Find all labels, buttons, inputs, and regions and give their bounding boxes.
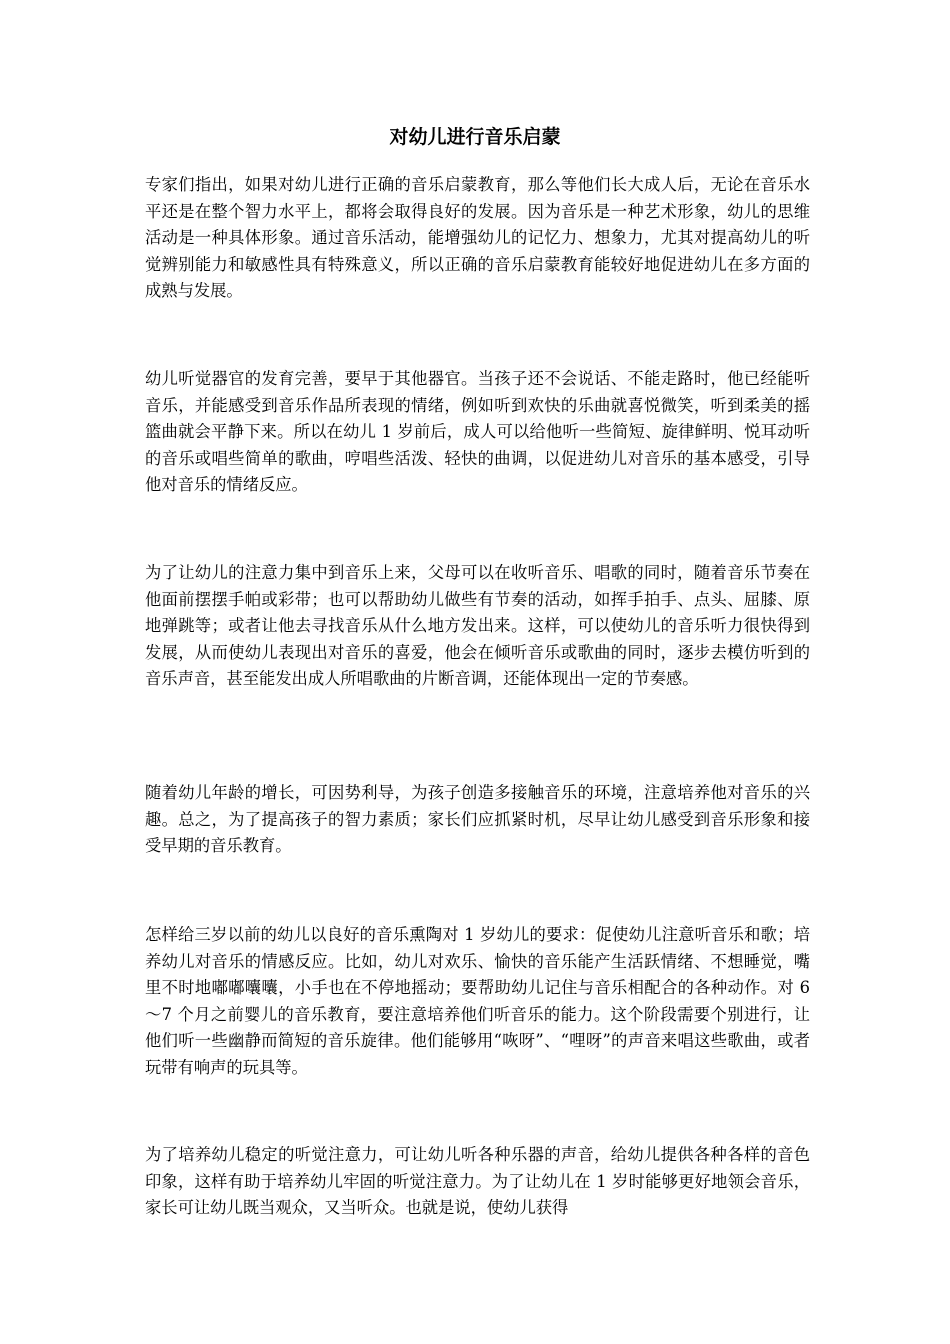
document-title: 对幼儿进行音乐启蒙 (389, 126, 561, 148)
paragraph-3: 为了让幼儿的注意力集中到音乐上来，父母可以在收听音乐、唱歌的同时，随着音乐节奏在他面前摆摆手帕或彩带；也可以帮助幼儿做些有节奏的活动，如挥手拍手、点头、屈膝、原地弹跳等；或者让他去寻找音乐从什么地方发出来。这样，可以使幼儿的音乐听力很快得到发展，从而使幼儿表现出对音乐的喜爱，他会在倾听音乐或歌曲的同时，逐步去模仿听到的音乐声音，甚至能发出成人所唱歌曲的片断音调，还能体现出一定的节奏感。 (145, 563, 810, 688)
paragraph-4: 随着幼儿年龄的增长，可因势利导，为孩子创造多接触音乐的环境，注意培养他对音乐的兴趣。总之，为了提高孩子的智力素质；家长们应抓紧时机，尽早让幼儿感受到音乐形象和接受早期的音乐教育。 (145, 783, 810, 855)
paragraph-5: 怎样给三岁以前的幼儿以良好的音乐熏陶对 1 岁幼儿的要求：促使幼儿注意听音乐和歌；培养幼儿对音乐的情感反应。比如，幼儿对欢乐、愉快的音乐能产生活跃情绪、不想睡觉，嘴里不时地嘟嘟囔囔，小手也在不停地摇动；要帮助幼儿记住与音乐相配合的各种动作。对 6～7 个月之前婴儿的音乐教育，要注意培养他们听音乐的能力。这个阶段需要个别进行，让他们听一些幽静而简短的音乐旋律。他们能够用“咴呀”、“哩呀”的声音来唱这些歌曲，或者玩带有响声的玩具等。 (145, 925, 810, 1077)
paragraph-6: 为了培养幼儿稳定的听觉注意力，可让幼儿听各种乐器的声音，给幼儿提供各种各样的音色印象，这样有助于培养幼儿牢固的听觉注意力。为了让幼儿在 1 岁时能够更好地领会音乐，家长可让幼儿既当观众，又当听众。也就是说，使幼儿获得 (145, 1145, 810, 1217)
paragraph-1: 专家们指出，如果对幼儿进行正确的音乐启蒙教育，那么等他们长大成人后，无论在音乐水平还是在整个智力水平上，都将会取得良好的发展。因为音乐是一种艺术形象，幼儿的思维活动是一种具体形象。通过音乐活动，能增强幼儿的记忆力、想象力，尤其对提高幼儿的听觉辨别能力和敏感性具有特殊意义，所以正确的音乐启蒙教育能较好地促进幼儿在多方面的成熟与发展。 (145, 175, 810, 300)
paragraph-2: 幼儿听觉器官的发育完善，要早于其他器官。当孩子还不会说话、不能走路时，他已经能听音乐，并能感受到音乐作品所表现的情绪，例如听到欢快的乐曲就喜悦微笑，听到柔美的摇篮曲就会平静下来。所以在幼儿 1 岁前后，成人可以给他听一些简短、旋律鲜明、悦耳动听的音乐或唱些简单的歌曲，哼唱些活泼、轻快的曲调，以促进幼儿对音乐的基本感受，引导他对音乐的情绪反应。 (145, 369, 810, 494)
